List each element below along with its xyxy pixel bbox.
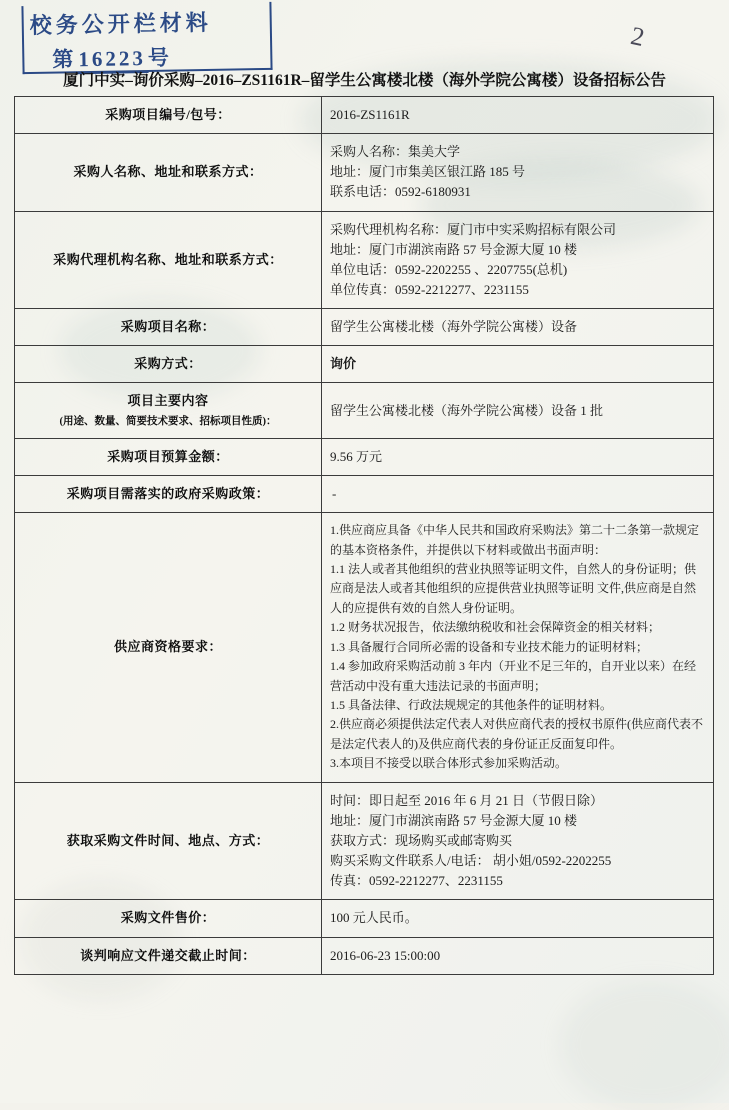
table-row (15, 475, 714, 512)
table-row (15, 937, 714, 974)
row-label: 供应商资格要求： (15, 513, 322, 783)
value-line: 地址：厦门市集美区银江路 185 号 (330, 164, 526, 180)
row-value (322, 346, 714, 383)
value-line: 购买采购文件联系人/电话： 胡小姐/0592-2202255 (330, 853, 612, 869)
stamp-number-suffix: 号 (147, 45, 173, 70)
row-value (322, 475, 714, 512)
stamp-line-1: 校务公开栏材料 (29, 9, 212, 39)
value-line: 留学生公寓楼北楼（海外学院公寓楼）设备 (330, 319, 578, 335)
value-line: 留学生公寓楼北楼（海外学院公寓楼）设备 1 批 (330, 402, 604, 418)
value-line: 地址：厦门市湖滨南路 57 号金源大厦 10 楼 (330, 241, 578, 257)
value-line: 单位电话：0592-2202255 、2207755(总机) (330, 261, 568, 277)
table-row (15, 211, 714, 309)
value-line: 1.4 参加政府采购活动前 3 年内（开业不足三年的，自开业以来）在经营活动中没有重大违法记录的书面声明； (330, 659, 697, 693)
row-label: 采购人名称、地址和联系方式： (15, 134, 322, 211)
stamp-number-prefix: 第 (52, 47, 77, 72)
row-label: 采购项目名称： (15, 309, 322, 346)
table-row (15, 438, 714, 475)
value-line: 2.供应商必须提供法定代表人对供应商代表的授权书原件(供应商代表不是法定代表人的)及供应商代表的身份证正反面复印件。 (330, 717, 703, 751)
value-line: 询价 (330, 356, 357, 372)
row-label: 采购项目需落实的政府采购政策： (15, 475, 322, 512)
value-line: 100 元人民币。 (330, 910, 418, 926)
page-title: 厦门中实–询价采购–2016–ZS1161R–留学生公寓楼北楼（海外学院公寓楼）设备招标公告 (63, 72, 666, 89)
row-label: 采购项目预算金额： (15, 438, 322, 475)
value-line: 1.1 法人或者其他组织的营业执照等证明文件，自然人的身份证明；供应商是法人或者其他组织的应提供营业执照等证明 文件,供应商是自然人的应提供有效的自然人身份证明。 (330, 561, 697, 615)
scan-artifact (560, 980, 729, 1110)
table-row (15, 513, 714, 783)
row-value (322, 900, 714, 937)
table-row (15, 309, 714, 346)
table-row (15, 383, 714, 438)
row-label: 采购代理机构名称、地址和联系方式： (15, 211, 322, 309)
value-line: 获取方式：现场购买或邮寄购买 (330, 833, 513, 849)
value-line: 1.2 财务状况报告，依法缴纳税收和社会保障资金的相关材料； (330, 620, 661, 635)
row-label (15, 383, 322, 438)
value-line: 单位传真：0592-2212277、2231155 (330, 281, 529, 297)
value-line: 1.5 具备法律、行政法规规定的其他条件的证明材料。 (330, 698, 613, 713)
row-value (322, 937, 714, 974)
stamp-number: 16223 (76, 46, 148, 74)
value-line: 3.本项目不接受以联合体形式参加采购活动。 (330, 756, 568, 771)
value-line: 联系电话：0592-6180931 (330, 184, 471, 200)
row-label: 获取采购文件时间、地点、方式： (15, 782, 322, 900)
table-row (15, 97, 714, 134)
row-value (322, 438, 714, 475)
value-line: 传真：0592-2212277、2231155 (330, 873, 503, 889)
row-value (322, 309, 714, 346)
value-line: 时间：即日起至 2016 年 6 月 21 日（节假日除） (330, 792, 604, 808)
row-label: 采购方式： (15, 346, 322, 383)
table-row (15, 346, 714, 383)
handwritten-stamp (21, 2, 272, 74)
row-value (322, 211, 714, 309)
announcement-table (14, 96, 714, 975)
value-line: 1.3 具备履行合同所必需的设备和专业技术能力的证明材料； (330, 639, 649, 654)
row-label: 采购文件售价： (15, 900, 322, 937)
row-value (322, 134, 714, 211)
value-line: 地址：厦门市湖滨南路 57 号金源大厦 10 楼 (330, 812, 578, 828)
row-value (322, 782, 714, 900)
table-row (15, 782, 714, 900)
value-line: - (332, 485, 337, 501)
row-value (322, 383, 714, 438)
value-line: 采购人名称：集美大学 (330, 144, 461, 160)
value-line: 2016-06-23 15:00:00 (330, 947, 441, 963)
value-line: 采购代理机构名称：厦门市中实采购招标有限公司 (330, 221, 617, 237)
row-label-main: 项目主要内容 (127, 393, 209, 409)
table-row (15, 134, 714, 211)
value-line: 1.供应商应具备《中华人民共和国政府采购法》第二十二条第一款规定的基本资格条件，并提供以下材料或做出书面声明： (330, 523, 700, 557)
value-line: 9.56 万元 (330, 448, 383, 464)
table-row (15, 900, 714, 937)
value-line: 2016-ZS1161R (330, 107, 410, 122)
row-value (322, 97, 714, 134)
pencil-annotation: 2 (628, 20, 647, 53)
table-body (15, 97, 714, 975)
row-label-sub: (用途、数量、简要技术要求、招标项目性质)： (59, 415, 277, 427)
row-label: 谈判响应文件递交截止时间： (15, 937, 322, 974)
row-value (322, 513, 714, 783)
row-label: 采购项目编号/包号： (15, 97, 322, 134)
